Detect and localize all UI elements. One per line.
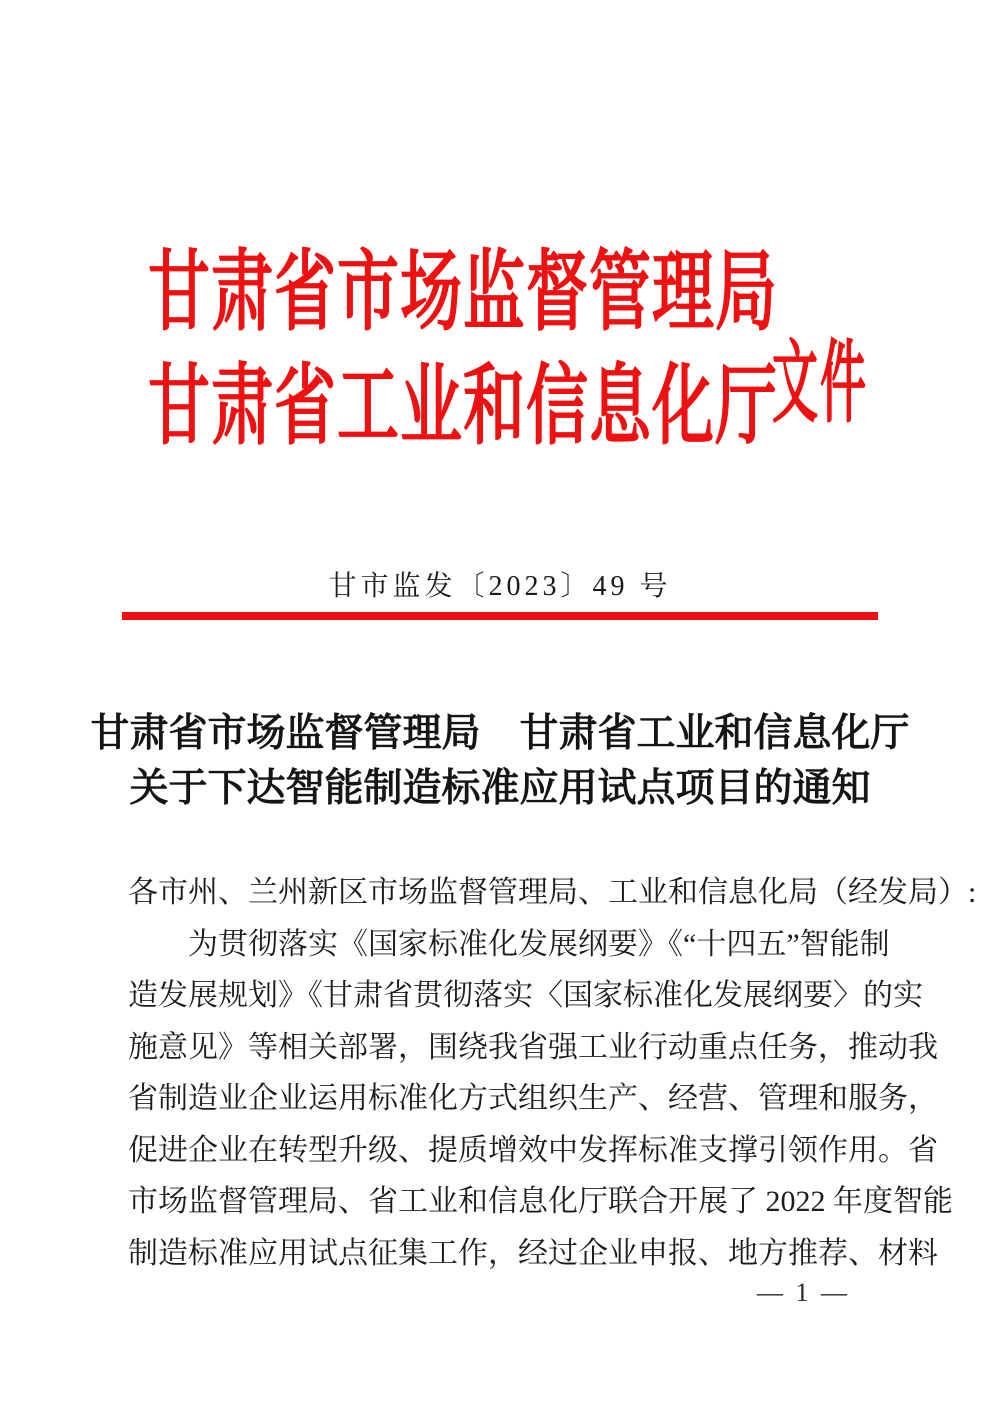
- document-title-line-1: 甘肃省市场监督管理局 甘肃省工业和信息化厅: [90, 712, 910, 755]
- body-line: 促进企业在转型升级、提质增效中发挥标准支撑引领作用。省: [128, 1133, 938, 1167]
- body-line: 省制造业企业运用标准化方式组织生产、经营、管理和服务，: [128, 1082, 938, 1115]
- document-title-line-2: 关于下达智能制造标准应用试点项目的通知: [129, 767, 871, 810]
- document-body: [128, 867, 977, 1279]
- body-line: 为贯彻落实《国家标准化发展纲要》《“十四五”智能制: [188, 927, 890, 961]
- document-title: [60, 706, 940, 816]
- letterhead-org-line-1: 甘肃省市场监督管理局: [148, 245, 779, 343]
- red-divider-rule: [122, 612, 878, 620]
- letterhead-document-label: 文件: [772, 333, 868, 433]
- document-reference-number: 甘市监发〔2023〕49 号: [328, 571, 672, 602]
- letterhead-org-names: [148, 237, 778, 464]
- body-line: 造发展规划》《甘肃省贯彻落实〈国家标准化发展纲要〉的实: [128, 979, 923, 1012]
- page-number: — 1 —: [757, 1278, 850, 1307]
- body-line: 施意见》等相关部署，围绕我省强工业行动重点任务，推动我: [128, 1030, 938, 1064]
- letterhead-org-line-2: 甘肃省工业和信息化厅: [148, 359, 779, 456]
- body-salutation-line: 各市州、兰州新区市场监督管理局、工业和信息化局（经发局）:: [128, 876, 977, 909]
- body-line: 制造标准应用试点征集工作，经过企业申报、地方推荐、材料: [128, 1236, 938, 1270]
- body-line: 市场监督管理局、省工业和信息化厅联合开展了 2022 年度智能: [128, 1185, 953, 1218]
